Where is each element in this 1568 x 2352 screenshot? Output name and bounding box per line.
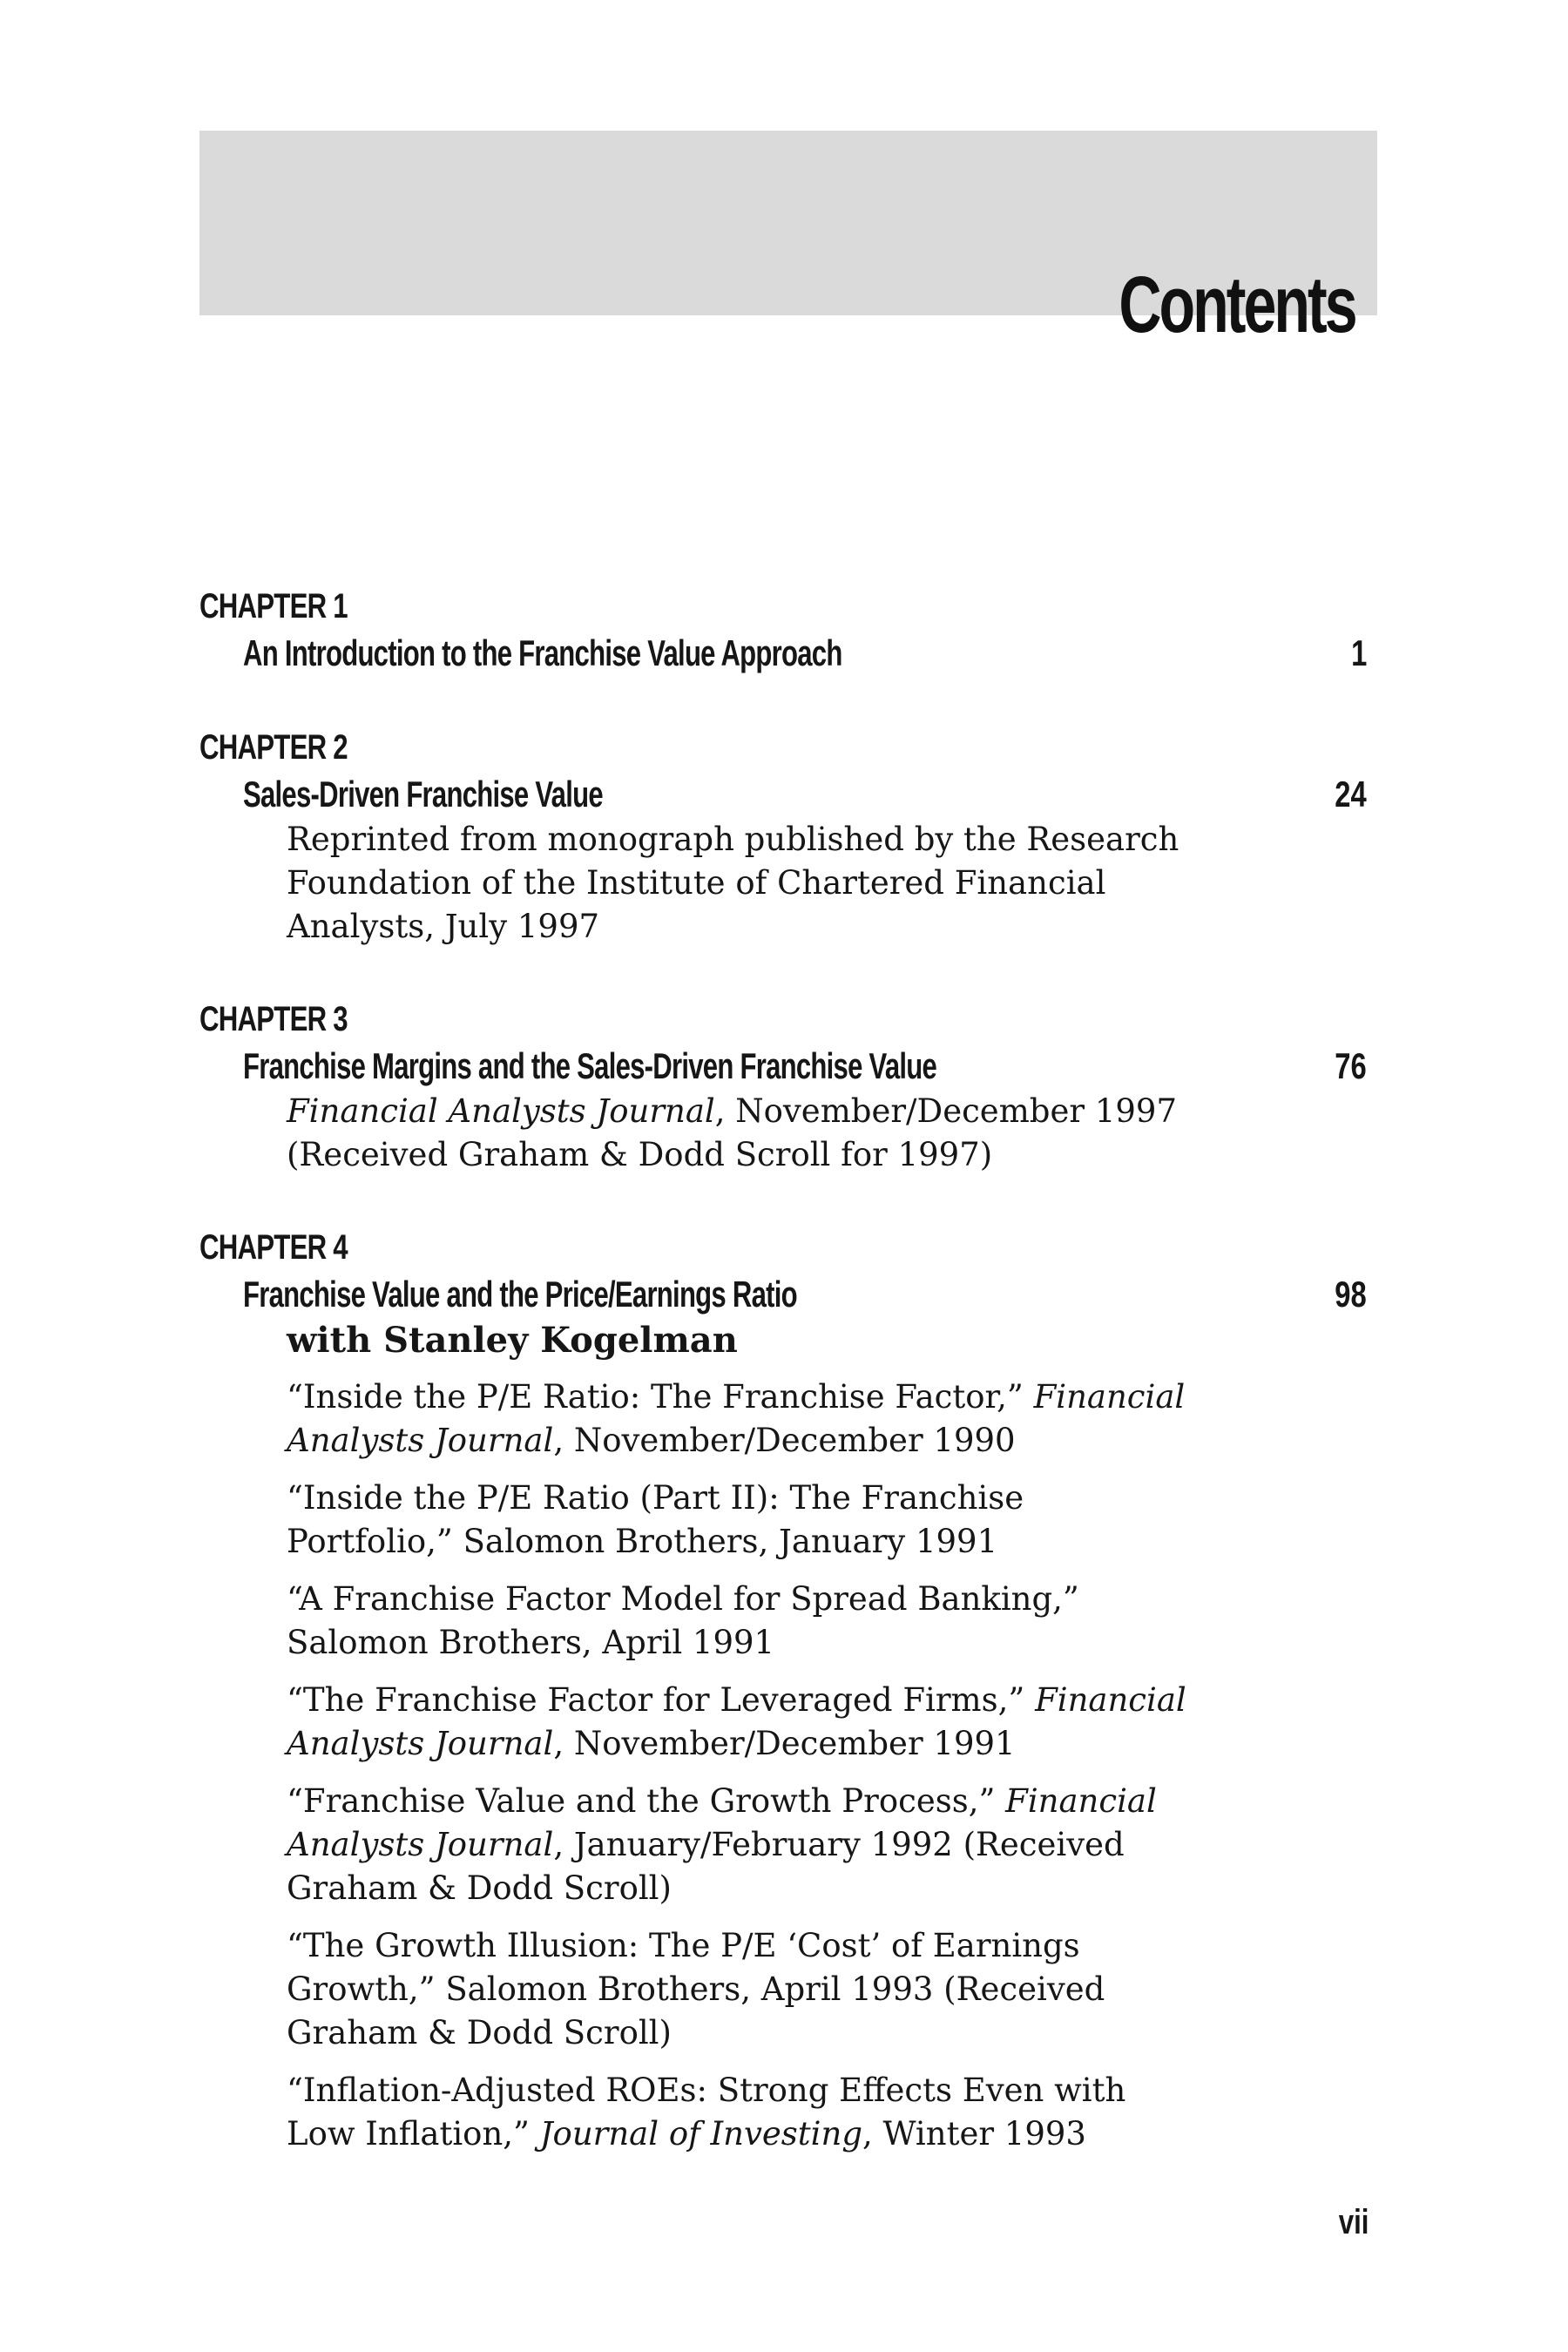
chapter-page-number[interactable]: 24: [1335, 774, 1367, 814]
citation-text: “Franchise Value and the Growth Process,”: [287, 1782, 1006, 1820]
source-line: [287, 1679, 1227, 1722]
page-title: Contents: [1119, 260, 1355, 349]
source-line: Growth,” Salomon Brothers, April 1993 (Received: [287, 1970, 1105, 2008]
source-date: , November/December 1997: [714, 1092, 1177, 1130]
chapter-label: CHAPTER 2: [199, 728, 348, 767]
chapter-title-row[interactable]: [199, 1042, 1367, 1090]
source-line: Graham & Dodd Scroll): [287, 1869, 672, 1907]
source-line: [287, 1419, 1227, 1463]
chapter-title[interactable]: An Introduction to the Franchise Value Approach: [243, 632, 842, 673]
chapter-label: CHAPTER 1: [199, 587, 348, 625]
citation-text: “Inside the P/E Ratio: The Franchise Factor,”: [287, 1378, 1034, 1416]
source-line: [287, 1090, 1227, 1133]
chapter-title[interactable]: Franchise Margins and the Sales-Driven Franchise Value: [243, 1045, 937, 1086]
article-citation: [287, 1924, 1227, 2055]
article-citation: [287, 1780, 1227, 1910]
chapter-source-note: [287, 1090, 1227, 1177]
source-line: Graham & Dodd Scroll): [287, 2014, 672, 2051]
chapter-page-number[interactable]: 1: [1350, 632, 1367, 673]
chapter-label: CHAPTER 4: [199, 1228, 348, 1267]
journal-name: Financial Analysts Journal: [287, 1092, 715, 1130]
source-line: “Inflation-Adjusted ROEs: Strong Effects Even with: [287, 2072, 1126, 2109]
journal-name: Financial: [1033, 1378, 1186, 1416]
page-folio: vii: [1338, 2203, 1369, 2241]
article-citation: [287, 1679, 1227, 1766]
journal-name: Analysts Journal: [287, 1725, 554, 1762]
source-line: “Inside the P/E Ratio (Part II): The Franchise: [287, 1479, 1024, 1517]
source-line: [287, 1375, 1227, 1419]
source-line: [287, 1780, 1227, 1823]
source-line: “The Growth Illusion: The P/E ‘Cost’ of Earnings: [287, 1927, 1080, 1964]
chapter-title-row[interactable]: [199, 770, 1367, 818]
source-line: “A Franchise Factor Model for Spread Banking,”: [287, 1580, 1079, 1618]
source-line: Reprinted from monograph published by the Research: [287, 821, 1179, 858]
chapter-page-number[interactable]: 98: [1335, 1274, 1367, 1315]
chapter-2-entry: [199, 725, 1367, 949]
chapter-coauthor: with Stanley Kogelman: [287, 1320, 738, 1361]
article-citation: [287, 1477, 1227, 1564]
chapter-source-note: [287, 818, 1227, 949]
citation-text: , November/December 1990: [553, 1422, 1016, 1459]
citation-text: , January/February 1992 (Received: [553, 1826, 1125, 1863]
chapter-3-entry: [199, 997, 1367, 1177]
chapter-label: CHAPTER 3: [199, 1000, 348, 1038]
source-line: [287, 1722, 1227, 1766]
article-citation: [287, 2069, 1227, 2156]
source-line: (Received Graham & Dodd Scroll for 1997): [287, 1136, 993, 1173]
article-citation: [287, 1578, 1227, 1665]
journal-name: Financial: [1035, 1681, 1186, 1719]
citation-text: , Winter 1993: [862, 2115, 1086, 2153]
chapter-1-entry: [199, 584, 1367, 677]
citation-text: , November/December 1991: [553, 1725, 1016, 1762]
source-line: Foundation of the Institute of Chartered Financial: [287, 864, 1106, 902]
journal-name: Journal of Investing: [539, 2115, 863, 2153]
citation-text: “The Franchise Factor for Leveraged Firms,”: [287, 1681, 1036, 1719]
chapter-4-entry: [199, 1225, 1367, 2156]
citation-text: Low Inflation,”: [287, 2115, 540, 2153]
source-line: [287, 1823, 1227, 1867]
chapter-title[interactable]: Sales-Driven Franchise Value: [243, 774, 603, 814]
source-line: Analysts, July 1997: [287, 908, 600, 945]
chapter-page-number[interactable]: 76: [1335, 1045, 1367, 1086]
journal-name: Analysts Journal: [287, 1422, 554, 1459]
chapter-title[interactable]: Franchise Value and the Price/Earnings Ratio: [243, 1274, 797, 1315]
table-of-contents: [199, 584, 1367, 2204]
chapter-title-row[interactable]: [199, 629, 1367, 677]
journal-name: Financial: [1005, 1782, 1157, 1820]
journal-name: Analysts Journal: [287, 1826, 554, 1863]
source-line: Portfolio,” Salomon Brothers, January 1991: [287, 1523, 998, 1560]
source-line: [287, 2112, 1227, 2156]
article-citation: [287, 1375, 1227, 1463]
source-line: Salomon Brothers, April 1991: [287, 1624, 775, 1661]
chapter-title-row[interactable]: [199, 1270, 1367, 1318]
